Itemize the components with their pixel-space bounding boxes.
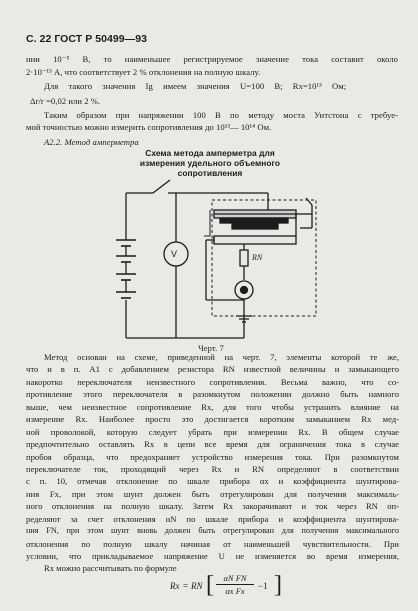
section-heading: А2.2. Метод амперметра [44, 137, 139, 147]
formula-tail: −1 [258, 581, 268, 591]
text-line: Rx можно рассчитывать по формуле [44, 563, 177, 574]
voltmeter-label: V [171, 249, 178, 259]
text-line: 2·10⁻¹³ А, что соответствует 2 % отклонения на полную шкалу. [26, 67, 261, 77]
text-line: ределяют за счет отклонения αN по шкале прибора и коэффициента шунтирова- [26, 513, 399, 524]
formula-numerator: αN FN [223, 573, 247, 583]
resistor-label: RN [252, 253, 263, 262]
text-line: что и в п. А1 с добавлением резистора RN известной величины и замыкающего [26, 364, 399, 375]
fraction-bar [216, 584, 254, 585]
text-line: отклонения по полную шкалу начиная от наименьшей чувствительности. При [26, 538, 399, 549]
text-line: противление этого переключателя в разомкнутом положении должно быть намного [26, 389, 399, 400]
text-line: нии 10⁻⁵ В, то наименьшее регистрируемое значение тока составит около [26, 54, 398, 64]
text-line: переключателе ток, проходящий через Rx и RN определяют в соответствии [26, 463, 399, 474]
text-line: ния Fx, при этом шунт должен быть отрегулирован для получения максималь- [26, 488, 399, 499]
text-line: Для такого значения Ig имеем значения U=100 В; Rx=10¹³ Ом; [44, 81, 347, 91]
text-line: выше, чем неизвестное сопротивление Rx, для того чтобы устранить влияние на [26, 401, 399, 412]
text-line: Таким образом при напряжении 100 В по методу моста Уитстона с требуе- [44, 110, 398, 120]
text-line: Метод основан на схеме, приведенной на черт. 7, элементы которой те же, [44, 352, 399, 362]
text-line: ной проволокой, которую следует убрать при измерении Rx. В общем случае [26, 426, 399, 437]
switch-blade [153, 180, 170, 193]
resistor-rn [240, 250, 248, 266]
text-line: накоротко переключателя неизвестного сопротивления. Весьма важно, что со- [26, 376, 399, 387]
formula-coef: RN [191, 581, 203, 591]
figure-title-line: измерения удельного объемного [139, 158, 281, 168]
bracket-right: ] [274, 572, 282, 598]
formula [170, 572, 310, 602]
figure-title-line: сопротивления [177, 168, 243, 178]
formula-lhs: Rx [170, 581, 180, 591]
body-paragraph [26, 351, 399, 575]
text-line: ного отклонения на полную шкалу. Затем Rx закорачивают и ток через RN оп- [26, 501, 399, 512]
formula-denominator: αx Fx [225, 586, 245, 596]
formula-line: Δr/r =0,02 или 2 %. [30, 96, 101, 106]
text-line: условии, что прикладываемое напряжение U не изменяется во время измерения, [26, 551, 399, 561]
text-line: пробоя образца, что предохраняет устройство измерения тока. При разомкнутом [26, 451, 399, 462]
bracket-left: [ [206, 572, 214, 598]
formula-equals: = [183, 581, 189, 591]
figure-caption: Черт. 7 [198, 343, 224, 353]
text-line: предпочтительно оставлять Rx в цепи все время для ограничения тока в случае [26, 439, 399, 450]
text-line: измерение Rx. Наиболее просто это достигается коротким замыканием Rx мед- [26, 414, 399, 425]
figure-title-line: Схема метода амперметра для [145, 148, 275, 158]
page-header: С. 22 ГОСТ Р 50499—93 [26, 33, 147, 45]
text-line: с п. 10, отмечая отклонение по шкале прибора αx и коэффициента шунтирова- [26, 476, 399, 487]
text-line: ния FN, при этом шунт вновь должен быть отрегулирован для получения максимального [26, 526, 399, 536]
text-line: мой точностью можно измерить сопротивления до 10¹³— 10¹⁴ Ом. [26, 122, 272, 132]
